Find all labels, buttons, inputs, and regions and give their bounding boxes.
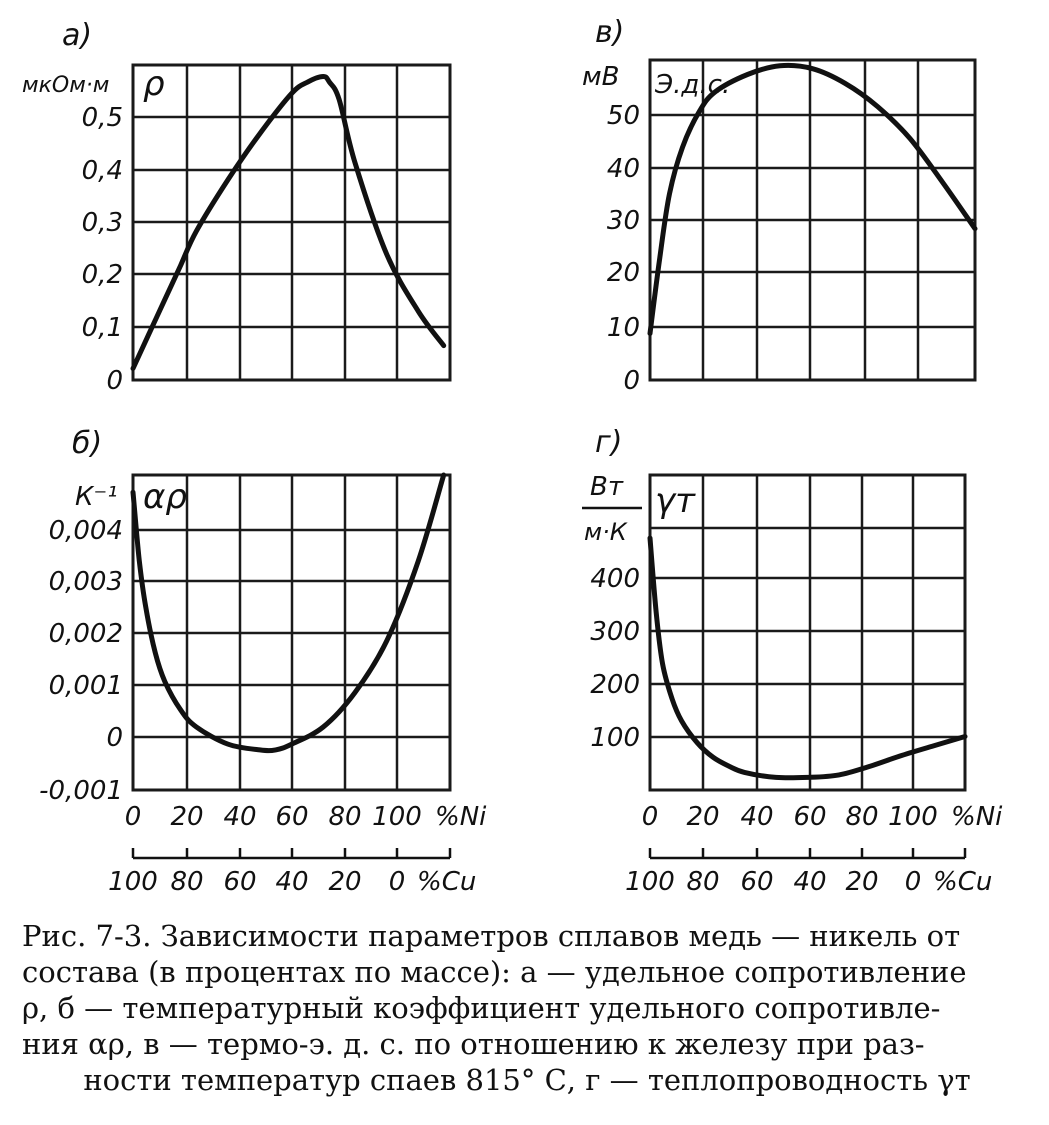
x-tick-label: 40 (223, 802, 257, 832)
panel-label: а) (62, 18, 93, 53)
x-tick-label: 100 (888, 802, 938, 832)
figure-caption (22, 918, 1032, 1098)
y-tick-label: 30 (606, 206, 640, 236)
cu-tick-label: 100 (108, 867, 158, 897)
y-tick-label: 0,5 (81, 103, 123, 133)
x-tick-label: 80 (845, 802, 879, 832)
caption-line: состава (в процентах по массе): а — удельное сопротивление (22, 955, 967, 989)
chart-panel-a (22, 18, 450, 396)
x-tick-label: 0 (124, 802, 142, 832)
y-tick-label: 20 (606, 258, 640, 288)
y-tick-label: 10 (606, 313, 640, 343)
cu-tick-label: 60 (740, 867, 774, 897)
y-tick-label: 0,004 (48, 516, 123, 546)
cu-unit-label: %Cu (933, 867, 993, 897)
cu-tick-label: 20 (845, 867, 879, 897)
x-tick-label: 60 (275, 802, 309, 832)
panel-label: г) (595, 425, 623, 460)
y-tick-label: 0 (623, 366, 640, 396)
caption-line: Рис. 7-3. Зависимости параметров сплавов медь — никель от (22, 919, 961, 953)
caption-line: ρ, б — температурный коэффициент удельного сопротивле- (22, 991, 941, 1025)
data-series-line-g (650, 538, 965, 778)
y-tick-label: 40 (606, 154, 640, 184)
y-tick-label: 100 (590, 723, 640, 753)
x-tick-label: 0 (641, 802, 659, 832)
chart-panel-g (582, 425, 1003, 897)
y-tick-label: 0 (106, 723, 123, 753)
cu-tick-label: 80 (170, 867, 204, 897)
caption-line: ности температур спаев 815° С, г — теплопроводность γт (83, 1063, 971, 1097)
x-tick-label: 100 (372, 802, 422, 832)
x-unit-label: %Ni (951, 802, 1003, 832)
y-tick-label: 0,002 (48, 619, 123, 649)
panel-label: в) (595, 15, 625, 50)
cu-tick-label: 0 (904, 867, 922, 897)
cu-tick-label: 40 (275, 867, 309, 897)
y-tick-label: 0,1 (81, 313, 123, 343)
panel-label: б) (72, 426, 103, 461)
cu-unit-label: %Cu (417, 867, 477, 897)
x-tick-label: 60 (793, 802, 827, 832)
y-tick-label: -0,001 (39, 776, 123, 806)
y-tick-label: 50 (606, 101, 640, 131)
cu-tick-label: 20 (328, 867, 362, 897)
cu-tick-label: 100 (625, 867, 675, 897)
y-unit-label: мкОм·м (22, 73, 110, 98)
series-symbol: Э.д.с. (655, 70, 731, 100)
x-tick-label: 20 (170, 802, 204, 832)
data-series-line-v (650, 65, 975, 333)
y-tick-label: 200 (590, 670, 640, 700)
chart-grid (133, 65, 450, 380)
y-unit-label: К⁻¹ (75, 482, 118, 512)
y-tick-label: 0,4 (81, 156, 123, 186)
chart-panel-b (39, 426, 487, 897)
y-tick-label: 300 (590, 617, 640, 647)
x-tick-label: 20 (686, 802, 720, 832)
x-unit-label: %Ni (435, 802, 487, 832)
chart-panel-v (582, 15, 975, 396)
y-unit-numerator: Вт (590, 472, 623, 502)
y-tick-label: 0 (106, 366, 123, 396)
y-unit-label: мВ (582, 62, 620, 92)
series-symbol: γт (655, 481, 695, 521)
y-unit-denominator: м·К (584, 518, 627, 546)
series-symbol: αρ (143, 477, 187, 517)
y-tick-label: 0,3 (81, 208, 123, 238)
cu-tick-label: 80 (686, 867, 720, 897)
series-symbol: ρ (143, 64, 165, 104)
cu-tick-label: 40 (793, 867, 827, 897)
y-tick-label: 400 (590, 564, 640, 594)
cu-tick-label: 60 (223, 867, 257, 897)
y-tick-label: 0,001 (48, 671, 123, 701)
caption-line: ния αρ, в — термо-э. д. с. по отношению к железу при раз- (22, 1027, 925, 1061)
y-tick-label: 0,2 (81, 260, 123, 290)
x-tick-label: 80 (328, 802, 362, 832)
cu-tick-label: 0 (388, 867, 406, 897)
y-tick-label: 0,003 (48, 567, 123, 597)
x-tick-label: 40 (740, 802, 774, 832)
